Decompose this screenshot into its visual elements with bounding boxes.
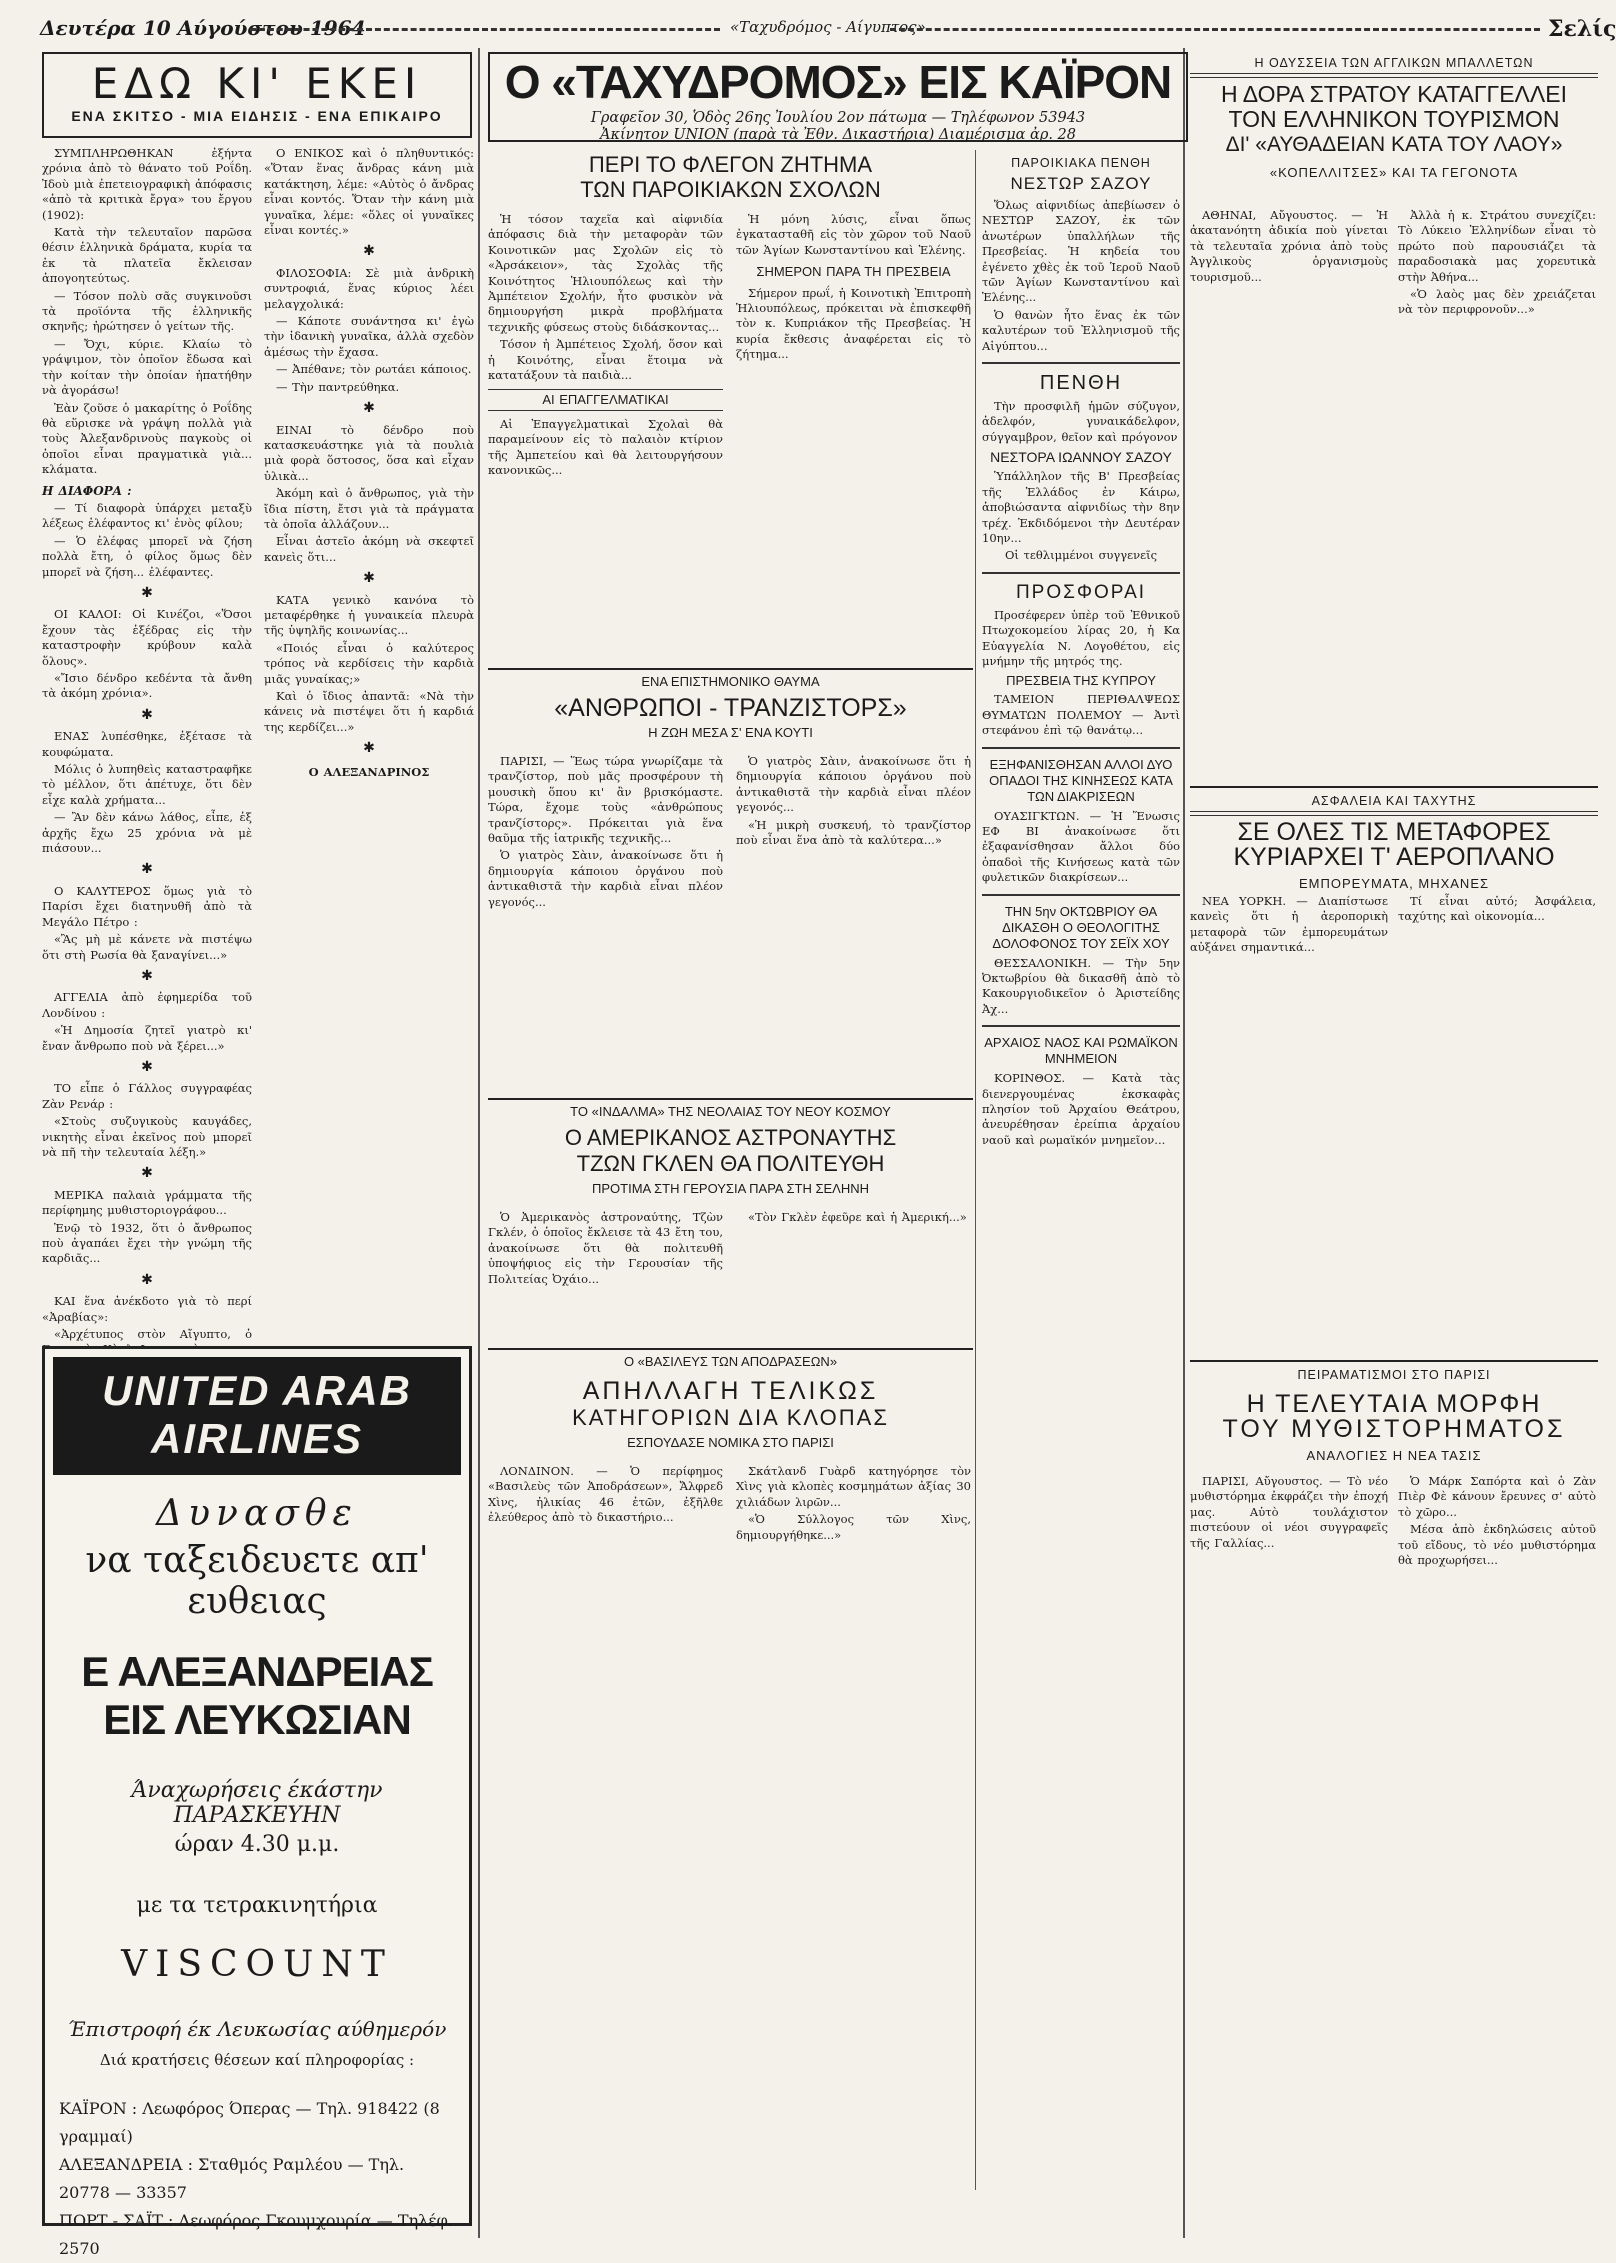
masthead-title: Ο «ΤΑΧΥΔΡΟΜΟΣ» ΕΙΣ ΚΑΪΡΟΝ	[504, 56, 1172, 108]
paragraph: Καὶ ὁ ἴδιος ἀπαντᾶ: «Νὰ τὴν κάνεις νὰ πιστέψει ὅτι ἡ καρδιά της κερδίζει...»	[264, 689, 474, 734]
article-text	[982, 399, 1180, 445]
paragraph: Αἱ Ἐπαγγελματικαὶ Σχολαὶ θὰ παραμείνουν εἰς τὸ παλαιὸν κτίριον τῆς Ἀμπετείου καὶ θὰ λειτουργήσουν κανονικῶς...	[488, 416, 723, 478]
ad-contact-line: ΑΛΕΞΑΝΔΡΕΙΑ : Σταθμός Ραμλέου — Τηλ. 20778 — 33357	[59, 2155, 405, 2202]
divider	[982, 1025, 1180, 1027]
paragraph: — Ἂν δὲν κάνω λάθος, εἶπε, ἐξ ἀρχῆς ἔχω 25 χρόνια νὰ μὲ πιάσουν...	[42, 810, 252, 856]
article-dora-stratou	[1190, 56, 1598, 756]
paragraph: — Τὴν παντρεύθηκα.	[276, 379, 400, 394]
article-text	[1398, 208, 1596, 320]
ad-line: ώραν 4.30 μ.μ.	[174, 1832, 340, 1857]
article-text	[1398, 894, 1596, 927]
paragraph: — Κάποτε συνάντησα κι' ἐγὼ τὴν ἰδανικὴ γυναῖκα, ἀλλὰ σχεδὸν ἀμέσως τὴν ἔχασα.	[264, 314, 474, 359]
paragraph: ΦΙΛΟΣΟΦΙΑ: Σὲ μιὰ ἀνδρικὴ συντροφιά, ἕνας κύριος λέει μελαγχολικά:	[264, 265, 474, 311]
separator-star-icon: ✱	[141, 1271, 153, 1288]
headline: ΝΕΣΤΟΡΑ ΙΩΑΝΝΟΥ ΣΑΖΟΥ	[990, 449, 1172, 466]
kicker: Η ΟΔΥΣΣΕΙΑ ΤΩΝ ΑΓΓΛΙΚΩΝ ΜΠΑΛΛΕΤΩΝ	[1254, 56, 1534, 70]
paragraph: — Τόσον πολὺ σᾶς συγκινοῦσι τὰ προϊόντα τῆς ἑλληνικῆς σκηνῆς; ἠρώτησεν ὁ γείτων τῆς.	[42, 288, 252, 334]
headline: ΠΕΝΘΗ	[1039, 372, 1123, 395]
separator-star-icon: ✱	[363, 740, 375, 757]
paragraph: ΘΕΣΣΑΛΟΝΙΚΗ. — Τὴν 5ην Ὀκτωβρίου θὰ δικασθῆ ἀπὸ τὸ Κακουργιοδικεῖον ὁ Ἀριστείδης Ἀχ...	[982, 955, 1180, 1016]
page-header-strip	[40, 16, 1616, 42]
paragraph: Κατὰ τὴν τελευταῖον παρῶσα θέσιν ἑλληνικὰ δράματα, κυρία τα ἐκ τὰ πλατεῖα ἔκλεισαν ἀπογοητεύτως.	[42, 225, 252, 286]
column-signature: Ο ΑΛΕΞΑΝΔΡΙΝΟΣ	[308, 764, 430, 779]
article-transistor-people	[488, 668, 973, 1100]
headline: ΑΡΧΑΙΟΣ ΝΑΟΣ ΚΑΙ ΡΩΜΑΪΚΟΝ ΜΝΗΜΕΙΟΝ	[984, 1035, 1178, 1067]
paragraph: «Ἡ Δημοσία ζητεῖ γιατρὸ κι' ἔναν ἄνθρωπο ποὺ νὰ ξέρει...»	[42, 1023, 252, 1053]
paragraph: ΠΑΡΙΣΙ, Αὔγουστος. — Τὸ νέο μυθιστόρημα ἐκφράζει τὴν ἐποχή μας. Αὐτὸ τουλάχιστον πιστεύουν οἱ νέοι συγγραφεῖς τῆς Γαλλίας...	[1190, 1474, 1388, 1550]
paragraph: Σήμερον πρωΐ, ἡ Κοινοτικὴ Ἐπιτροπὴ Ἡλιουπόλεως, πρόκειται νὰ ἐπισκεφθῆ τὸν κ. Κυπριάκον τῆς Πρεσβείας. Ἡ κυρία ἔκθεσις ἀναφέρεται εἰς τὸ ζήτημα...	[736, 285, 971, 362]
cairo-masthead	[488, 52, 1188, 142]
article-text	[736, 754, 971, 850]
paragraph: ΠΑΡΙΣΙ, — Ἕως τώρα γνωρίζαμε τὰ τρανζίστορ, ποὺ μᾶς προσφέρουν τὴ μουσικὴ ὅπου κι' ἂν βρισκόμαστε. Τώρα, ἔχομε τοὺς «ἀνθρώπους τρανζίστορς». Πρόκειται γιὰ ἕνα θαῦμα τῆς ἰατρικῆς τεχνικῆς...	[488, 754, 723, 846]
article-text	[488, 1210, 723, 1289]
article-text	[488, 1464, 723, 1528]
ad-line: Έπιστροφή έκ Λευκωσίας αύθημερόν	[67, 2017, 447, 2041]
headline: Η ΔΟΡΑ ΣΤΡΑΤΟΥ ΚΑΤΑΓΓΕΛΛΕΙ	[1220, 81, 1568, 107]
headline: ΠΡΕΣΒΕΙΑ ΤΗΣ ΚΥΠΡΟΥ	[1006, 673, 1156, 689]
subheadline: ΠΡΟΤΙΜΑ ΣΤΗ ΓΕΡΟΥΣΙΑ ΠΑΡΑ ΣΤΗ ΣΕΛΗΝΗ	[591, 1181, 870, 1196]
paragraph: Ὅλως αἰφνιδίως ἀπεβίωσεν ὁ ΝΕΣΤΩΡ ΣΑΖΟΥ, ἐκ τῶν ἀνωτέρων ὑπαλλήλων τῆς Πρεσβείας. Ἡ κηδεία του ἐγένετο χθὲς ἐκ τοῦ Ἱεροῦ Ναοῦ τῶν Ἁγίων Κωνσταντίνου καὶ Ἑλένης...	[982, 198, 1180, 305]
headline: ΠΡΟΣΦΟΡΑΙ	[1015, 581, 1147, 603]
headline: ΠΕΡΙ ΤΟ ΦΛΕΓΟΝ ΖΗΤΗΜΑ	[588, 152, 873, 177]
paragraph: «Ἂς μὴ μὲ κάνετε νὰ πιστέψω ὅτι στὴ Ρωσία θὰ ξαναγίνει...»	[42, 932, 252, 962]
paragraph: Ὁ Ἀμερικανὸς ἀστροναύτης, Τζὼν Γκλέν, ὁ ὁποῖος ἔκλεισε τὰ 43 ἔτη του, ἀνακοίνωσε ὅτι θὰ πολιτευθῆ ὑποψήφιος εἰς τὴν Γερουσίαν τῆς Πολιτείας Ὀχάιο...	[488, 1210, 723, 1286]
kicker: Ο «ΒΑΣΙΛΕΥΣ ΤΩΝ ΑΠΟΔΡΑΣΕΩΝ»	[623, 1354, 838, 1369]
paragraph: «Ἴσιο δένδρο κεδέντα τὰ ἄνθη τὰ ἀκόμη χρόνια».	[42, 671, 252, 701]
paragraph: Τόσον ἡ Ἀμπέτειος Σχολή, ὅσον καὶ ἡ Κοινότης, εἶναι ἕτοιμα νὰ κατατάξουν τὰ παιδιὰ...	[488, 337, 723, 383]
paragraph: Ἐὰν ζοῦσε ὁ μακαρίτης ὁ Ροΐδης θὰ εὕρισκε νὰ γράψη πολλὰ γιὰ τοὺς Ἀλεξανδρινοὺς παγκοὺς οἱ ὁποῖοι εἶναι πραγματικὰ γιὰ... κλάματα.	[42, 400, 252, 477]
paragraph: Ὁ θανὼν ἦτο ἕνας ἐκ τῶν καλυτέρων τοῦ Ἑλληνισμοῦ τῆς Αἰγύπτου...	[982, 307, 1180, 353]
kicker: ΤΟ «ΙΝΔΑΛΜΑ» ΤΗΣ ΝΕΟΛΑΙΑΣ ΤΟΥ ΝΕΟΥ ΚΟΣΜΟΥ	[570, 1104, 891, 1119]
separator-star-icon: ✱	[141, 967, 153, 984]
paragraph: Ο ΚΑΛΥΤΕΡΟΣ ὅμως γιὰ τὸ Παρίσι ἔχει διατηνυθῆ ἀπὸ τὰ Μεγάλο Πέτρο :	[42, 883, 252, 929]
article-schools	[488, 148, 973, 668]
paragraph: Σκάτλανδ Γυὰρδ κατηγόρησε τὸν Χὶνς γιὰ κλοπὲς κοσμημάτων ἀξίας 30 χιλιάδων λιρῶν...	[736, 1464, 971, 1509]
paragraph: ΑΘΗΝΑΙ, Αὔγουστος. — Ἡ ἀκατανόητη ἀδικία ποὺ γίνεται τὰ τελευταῖα χρόνια ἀπὸ τοὺς Ἀγγλικοὺς ὀργανισμοὺς τουρισμοῦ...	[1190, 208, 1388, 284]
subheadline: ΑΝΑΛΟΓΙΕΣ Η ΝΕΑ ΤΑΣΙΣ	[1306, 1448, 1482, 1463]
article-text	[1190, 208, 1388, 287]
paper-name: «Ταχυδρόμος - Αίγυπτος»	[730, 18, 926, 36]
separator-star-icon: ✱	[363, 243, 375, 260]
paragraph: ΕΝΑΣ λυπέσθηκε, ἐξέτασε τὰ κουφώματα.	[42, 729, 252, 759]
ad-line: με τα τετρακινητήρια	[136, 1893, 378, 1918]
article-text	[736, 1210, 971, 1227]
column-left-text	[42, 146, 252, 1391]
divider	[982, 747, 1180, 749]
paragraph: Οἱ τεθλιμμένοι συγγενεῖς	[1004, 548, 1158, 563]
headline: «ΑΝΘΡΩΠΟΙ - ΤΡΑΝΖΙΣΤΟΡΣ»	[554, 694, 907, 722]
kicker: ΑΣΦΑΛΕΙΑ ΚΑΙ ΤΑΧΥΤΗΣ	[1311, 794, 1477, 808]
paragraph: ΣΥΜΠΛΗΡΩΘΗΚΑΝ ἐξήντα χρόνια ἀπὸ τὸ θάνατο τοῦ Ροΐδη. Ἰδοὺ μιὰ ἐπετειογραφικὴ ἀπόφασις «ἀπὸ τὰ κριτικὰ ἔργα» του ἔργου (1902):	[42, 146, 252, 222]
subheadline: Η ΖΩΗ ΜΕΣΑ Σ' ΕΝΑ ΚΟΥΤΙ	[648, 725, 813, 740]
paragraph: Εἶναι ἀστεῖο ἀκόμη νὰ σκεφτεῖ κανεὶς ὅτι...	[264, 534, 474, 564]
ad-line: να ταξειδευετε απ' ευθειας	[85, 1540, 429, 1622]
divider	[982, 572, 1180, 574]
column-obituaries	[982, 150, 1180, 2220]
article-text	[1190, 1474, 1388, 1553]
subheadline: «ΚΟΠΕΛΛΙΤΣΕΣ» ΚΑΙ ΤΑ ΓΕΓΟΝΟΤΑ	[1269, 165, 1519, 180]
article-text	[488, 754, 723, 912]
paragraph: Ἀλλὰ ἡ κ. Στράτου συνεχίζει: Τὸ Λύκειο Ἑλληνίδων εἶναι τὸ πρώτο ποὺ παρουσιάζει τὰ παραδοσιακὰ μας χορευτικὰ στὴν Ἀθήνα...	[1398, 208, 1596, 284]
paragraph: Ὁ γιατρὸς Σὰιν, ἀνακοίνωσε ὅτι ἡ δημιουργία κάποιου ὀργάνου ποὺ ἀντικαθιστᾶ τὴν καρδιὰ εἶναι πλέον γεγονός...	[736, 754, 971, 815]
paragraph: Ἐνῷ τὸ 1932, ὅτι ὁ ἄνθρωπος ποὺ ἀγαπάει ἔχει τὴν γνώμη τῆς καρδιᾶς...	[42, 1220, 252, 1266]
ad-line: Διά κρατήσεις θέσεων καί πληροφορίας :	[99, 2051, 415, 2069]
column-edo-ki-ekei	[42, 52, 474, 1342]
subheadline: ΕΣΠΟΥΔΑΣΕ ΝΟΜΙΚΑ ΣΤΟ ΠΑΡΙΣΙ	[627, 1435, 834, 1450]
article-text	[736, 1464, 971, 1545]
paragraph: — Τί διαφορὰ ὑπάρχει μεταξὺ λέξεως ἐλέφαντος κι' ἑνὸς φίλου;	[42, 500, 252, 531]
headline: ΔΙ' «ΑΥΘΑΔΕΙΑΝ ΚΑΤΑ ΤΟΥ ΛΑΟΥ»	[1225, 133, 1563, 156]
divider	[982, 894, 1180, 896]
paragraph: «Ποιός εἶναι ὁ καλύτερος τρόπος νὰ κερδίσεις τὴν καρδιὰ μιᾶς γυναίκας;»	[264, 640, 474, 686]
kicker: ΠΑΡΟΙΚΙΑΚΑ ΠΕΝΘΗ	[1011, 156, 1151, 170]
header-divider	[250, 28, 720, 31]
paragraph: ΝΕΑ ΥΟΡΚΗ. — Διαπίστωσε κανεὶς ὅτι ἡ ἀεροπορικὴ μεταφορὰ τῶν ἐμπορευμάτων αὐξάνει σημαντικά...	[1190, 894, 1388, 955]
separator-star-icon: ✱	[141, 1165, 153, 1182]
section-masthead	[42, 52, 472, 138]
paragraph: «Ἀρχέτυπος στὸν Αἴγυπτο, ὁ	[54, 1327, 252, 1342]
paragraph: Ὑπάλληλον τῆς Β' Πρεσβείας τῆς Ἑλλάδος ἐν Κάιρω, ἀποβιώσαντα αἰφνιδίως τὴν 8ην τρέχ. Ἐκδιδόμενοι τὴν Δευτέραν 10ην...	[982, 469, 1180, 545]
subheading: ΑΙ ΕΠΑΓΓΕΛΜΑΤΙΚΑΙ	[488, 389, 723, 410]
separator-star-icon: ✱	[141, 861, 153, 878]
headline: ΣΕ ΟΛΕΣ ΤΙΣ ΜΕΤΑΦΟΡΕΣ	[1237, 818, 1551, 846]
headline: Η ΤΕΛΕΥΤΑΙΑ ΜΟΡΦΗ	[1246, 1390, 1542, 1418]
article-text	[982, 608, 1180, 670]
page-label: Σελίς	[1548, 16, 1616, 42]
paragraph: Προσέφερεν ὑπὲρ τοῦ Ἐθνικοῦ Πτωχοκομείου λίρας 20, ἡ Κα Εὐαγγελία Ν. Λογοθέτου, εἰς μνήμην τῆς μητρός της.	[982, 607, 1180, 668]
airline-logo: UNITED ARAB AIRLINES	[53, 1357, 461, 1475]
paragraph: ΚΑΤΑ γενικὸ κανόνα τὸ μεταφέρθηκε ἡ γυναικεία πλευρὰ τῆς ὑψηλῆς κοινωνίας...	[264, 592, 474, 638]
headline: ΤΟΝ ΕΛΛΗΝΙΚΟΝ ΤΟΥΡΙΣΜΟΝ	[1228, 106, 1560, 132]
paragraph: Ἡ τόσον ταχεῖα καὶ αἰφνιδία ἀπόφασις διὰ τὴν μεταφορὰν τῶν Κοινοτικῶν μας Σχολῶν εἰς τὸ «Ἀρσάκειον», τὰς Σχολὰς τῆς Κοινότητος Ἡλιουπόλεως καὶ τὴν Ἀμπέτειον Σχολήν, ἦτο φυσικὸν νὰ δημιουργήση μικρὰ προβλήματα τεχνικῆς φύσεως στοὺς διδάσκοντας...	[488, 212, 723, 334]
paragraph: — Ἀπέθανε; τὸν ρωτάει κάποιος.	[276, 362, 472, 377]
masthead-address: Γραφεῖον 30, Ὁδὸς 26ης Ἰουλίου 2ον πάτωμα — Τηλέφωνον 53943	[590, 110, 1086, 126]
ad-contact-line: ΚΑΪΡΟΝ : Λεωφόρος Όπερας — Τηλ. 918422 (8 γραμμαί)	[59, 2099, 440, 2146]
item-heading: Η ΔΙΑΦΟΡΑ :	[42, 483, 132, 498]
paragraph: Μέσα ἀπὸ ἐκδηλώσεις αὐτοῦ τοῦ εἴδους, τὸ νέο μυθιστόρημα θὰ προχωρήσει...	[1398, 1522, 1596, 1568]
article-air-transport	[1190, 786, 1598, 1338]
article-text	[982, 198, 1180, 354]
column-rule	[975, 150, 976, 2190]
article-text	[736, 212, 971, 365]
paragraph: ΚΑΙ ἕνα ἀνέκδοτο γιὰ τὸ περί «Ἀραβίας»:	[42, 1294, 252, 1324]
divider	[982, 362, 1180, 364]
article-glenn	[488, 1098, 973, 1350]
kicker: ΠΕΙΡΑΜΑΤΙΣΜΟΙ ΣΤΟ ΠΑΡΙΣΙ	[1297, 1368, 1491, 1382]
airline-advertisement	[42, 1346, 472, 2258]
article-text	[1190, 894, 1388, 958]
masthead-address: Ἀκίνητον UNION (παρὰ τὰ Ἐθν. Δικαστήρια) Διαμέρισμα ἀρ. 28	[599, 127, 1077, 143]
paragraph: «Τὸν Γκλὲν ἐφεῦρε καὶ ἡ Ἀμερική...»	[748, 1210, 967, 1224]
ad-line: Άναχωρήσεις έκάστην ΠΑΡΑΣΚΕΥΗΝ	[131, 1778, 383, 1828]
headline: ΑΠΗΛΛΑΓΗ ΤΕΛΙΚΩΣ	[582, 1377, 879, 1405]
ad-route: Ε ΑΛΕΞΑΝΔΡΕΙΑΣ ΕΙΣ ΛΕΥΚΩΣΙΑΝ	[81, 1648, 433, 1743]
paragraph: — Ὁ ἐλέφας μπορεῖ νὰ ζήση πολλὰ ἔτη, ὁ φίλος ὅμως δὲν μπορεῖ νὰ ζήση... ἐλέφαντες.	[42, 533, 252, 579]
ad-contacts	[59, 2095, 455, 2263]
headline: ΤΩΝ ΠΑΡΟΙΚΙΑΚΩΝ ΣΧΟΛΩΝ	[580, 177, 881, 202]
headline: ΤΟΥ ΜΥΘΙΣΤΟΡΗΜΑΤΟΣ	[1222, 1415, 1566, 1443]
headline: ΕΞΗΦΑΝΙΣΘΗΣΑΝ ΑΛΛΟΙ ΔΥΟ ΟΠΑΔΟΙ ΤΗΣ ΚΙΝΗΣΕΩΣ ΚΑΤΑ ΤΩΝ ΔΙΑΚΡΙΣΕΩΝ	[989, 756, 1173, 804]
divider	[1190, 73, 1598, 78]
separator-star-icon: ✱	[363, 570, 375, 587]
subheadline: ΕΜΠΟΡΕΥΜΑΤΑ, ΜΗΧΑΝΕΣ	[1298, 876, 1490, 891]
article-text	[982, 692, 1180, 738]
paragraph: Ο ΕΝΙΚΟΣ καὶ ὁ πληθυντικός: «Ὅταν ἕνας ἄνδρας κάνη μιὰ κατάκτηση, λέμε: «Αὐτὸς ὁ ἄνδρας εἶναι κοντός. Ὅταν τὴν κάνη μιὰ γυναῖκα, λέμε: «ὅλες οἱ γυναῖκες εἶναι κοντές.»	[264, 146, 474, 238]
separator-star-icon: ✱	[141, 1058, 153, 1075]
separator-star-icon: ✱	[363, 400, 375, 417]
paragraph: ΟΥΑΣΙΓΚΤΩΝ. — Ἡ Ἕνωσις ΕΦ ΒΙ ἀνακοίνωσε ὅτι ἐξαφανίσθησαν ἄλλοι δύο ὀπαδοὶ τῆς Κινήσεως κατὰ τῶν φυλετικῶν διακρίσεων...	[982, 808, 1180, 885]
headline: ΚΥΡΙΑΡΧΕΙ Τ' ΑΕΡΟΠΛΑΝΟ	[1233, 843, 1555, 871]
ad-aircraft: VISCOUNT	[121, 1944, 393, 1985]
paragraph: Τὴν προσφιλῆ ἡμῶν σύζυγον, ἀδελφόν, γυναικάδελφον, σύγγαμβρον, θεῖον καὶ πρόγονον	[982, 399, 1180, 444]
paragraph: Ἡ μόνη λύσις, εἶναι ὅπως ἐγκατασταθῆ εἰς τὸν χῶρον τοῦ Ναοῦ τῶν Ἁγίων Κωνσταντίνου καὶ Ἑλένης.	[736, 212, 971, 257]
section-subtitle: ΕΝΑ ΣΚΙΤΣΟ - ΜΙΑ ΕΙΔΗΣΙΣ - ΕΝΑ ΕΠΙΚΑΙΡΟ	[71, 108, 443, 124]
kicker: ΕΝΑ ΕΠΙΣΤΗΜΟΝΙΚΟ ΘΑΥΜΑ	[641, 674, 820, 689]
column-rule	[478, 48, 480, 2238]
paragraph: Ὁ γιατρὸς Σὰιν, ἀνακοίνωσε ὅτι ἡ δημιουργία κάποιου ὀργάνου ποὺ ἀντικαθιστᾶ τὴν καρδιὰ εἶναι πλέον γεγονός...	[488, 848, 723, 909]
headline: Ο ΑΜΕΡΙΚΑΝΟΣ ΑΣΤΡΟΝΑΥΤΗΣ	[564, 1125, 897, 1150]
headline: ΤΖΩΝ ΓΚΛΕΝ ΘΑ ΠΟΛΙΤΕΥΘΗ	[576, 1151, 885, 1176]
article-text	[982, 469, 1180, 563]
paragraph: Ἀκόμη καὶ ὁ ἄνθρωπος, γιὰ τὴν ἴδια πίστη, ἔτσι γιὰ τὰ πράγματα τὰ ὁποῖα ἀλλάζουν...	[264, 486, 474, 531]
paragraph: — Ὄχι, κύριε. Κλαίω τὸ γράψιμον, τὸν ὁποῖον ἔδωσα καὶ τὴν κοίταν τὴν ὁποίαν ἠπατήθην νὰ ἀγοράσω!	[42, 336, 252, 398]
article-text	[982, 1071, 1180, 1148]
divider	[1190, 811, 1598, 816]
paragraph: ΑΓΓΕΛΙΑ ἀπὸ ἐφημερίδα τοῦ Λονδίνου :	[42, 990, 252, 1020]
paragraph: «Ὁ λαὸς μας δὲν χρειάζεται νὰ τὸν περιφρονοῦν...»	[1398, 287, 1596, 317]
subheading: ΣΗΜΕΡΟΝ ΠΑΡΑ ΤΗ ΠΡΕΣΒΕΙΑ	[756, 264, 951, 280]
issue-date: Δευτέρα 10 Αύγούστου 1964	[40, 16, 366, 40]
paragraph: ΚΟΡΙΝΘΟΣ. — Κατὰ τὰς διενεργουμένας ἐκσκαφὰς πλησίον τοῦ Ἀρχαίου Θεάτρου, ἀνευρέθησαν ἐρείπια ἀρχαίου ναοῦ καὶ ρωμαϊκόν μνημεῖον...	[982, 1071, 1180, 1147]
article-text	[982, 809, 1180, 886]
header-divider	[890, 28, 1540, 31]
article-text	[1398, 1474, 1596, 1570]
headline: ΤΗΝ 5ην ΟΚΤΩΒΡΙΟΥ ΘΑ ΔΙΚΑΣΘΗ Ο ΘΕΟΛΟΓΙΤΗΣ ΔΟΛΟΦΟΝΟΣ ΤΟΥ ΣΕΪΧ ΧΟΥ	[992, 903, 1170, 951]
column-rule	[1183, 48, 1185, 2238]
paragraph: «Ἡ μικρὴ συσκευή, τὸ τρανζίστορ ποὺ εἶναι ἕνα ἀπὸ τὰ καλύτερα...»	[736, 817, 971, 848]
separator-star-icon: ✱	[141, 706, 153, 723]
paragraph: ΤΟ εἶπε ὁ Γάλλος συγγραφέας Ζὰν Ρενάρ :	[42, 1081, 252, 1111]
paragraph: ΜΕΡΙΚΑ παλαιὰ γράμματα τῆς περίφημης μυθιστοριογράφου...	[42, 1187, 252, 1218]
paragraph: «Στοὺς συζυγικοὺς καυγάδες, νικητὴς εἶναι ἐκεῖνος ποὺ μπορεῖ νὰ πῆ τὴν τελευταία λέξη.»	[42, 1114, 252, 1159]
article-text	[982, 956, 1180, 1018]
ad-contact-line: ΠΟΡΤ - ΣΑΪΤ : Λεωφόρος Γκουμχουρία — Τηλέφ. 2570	[59, 2211, 453, 2258]
paragraph: ΛΟΝΔΙΝΟΝ. — Ὁ περίφημος «Βασιλεὺς τῶν Ἀποδράσεων», Ἄλφρεδ Χὶνς, ἠλικίας 46 ἐτῶν, ἐξῆλθε ἐλεύθερος ἀπὸ τὸ δικαστήριο...	[488, 1464, 723, 1525]
separator-star-icon: ✱	[141, 584, 153, 601]
paragraph: Μόλις ὁ λυπηθεὶς καταστραφῆκε τὸ μέλλον, ὅτι ἀπέτυχε, ὅτι δὲν εἶχε καλὰ χρήματα...	[42, 762, 252, 807]
article-escape-king	[488, 1348, 973, 2220]
section-title: ΕΔΩ ΚΙ' ΕΚΕΙ	[91, 59, 423, 108]
paragraph: Ὁ Μάρκ Σαπόρτα καὶ ὁ Ζὰν Πιὲρ Φὲ κάνουν ἔρευνες σ' αὐτὸ τὸ χῶρο...	[1398, 1474, 1596, 1519]
paragraph: ΟΙ ΚΑΛΟΙ: Οἱ Κινέζοι, «Ὅσοι ἔχουν τὰς ἐξέδρας εἰς τὴν καταστροφὴν κρύβουν καλὰ ὅλους».	[42, 607, 252, 668]
column-right-text	[264, 146, 474, 1391]
paragraph: ΤΑΜΕΙΟΝ ΠΕΡΙΘΑΛΨΕΩΣ ΘΥΜΑΤΩΝ ΠΟΛΕΜΟΥ — Ἀντὶ στεφάνου ἐπὶ τῷ θανάτῳ...	[982, 692, 1180, 738]
article-novel	[1190, 1360, 1598, 2222]
paragraph: Τί εἶναι αὐτό; Ἀσφάλεια, ταχύτης καὶ οἰκονομία...	[1398, 894, 1596, 924]
paragraph: ΕΙΝΑΙ τὸ δένδρο ποὺ κατασκευάστηκε γιὰ τὰ πουλιὰ μιὰ φορὰ ὅστοσος, ὅσα καὶ εἶχαν ὑλικὰ...	[264, 422, 474, 483]
headline: ΚΑΤΗΓΟΡΙΩΝ ΔΙΑ ΚΛΟΠΑΣ	[572, 1405, 889, 1430]
headline: ΝΕΣΤΩΡ ΣΑΖΟΥ	[1010, 174, 1152, 193]
article-text	[488, 212, 723, 481]
ad-line: Δυνασθε	[156, 1493, 358, 1534]
paragraph: «Ὁ Σύλλογος τῶν Χὶνς, δημιουργήθηκε...»	[736, 1512, 971, 1542]
